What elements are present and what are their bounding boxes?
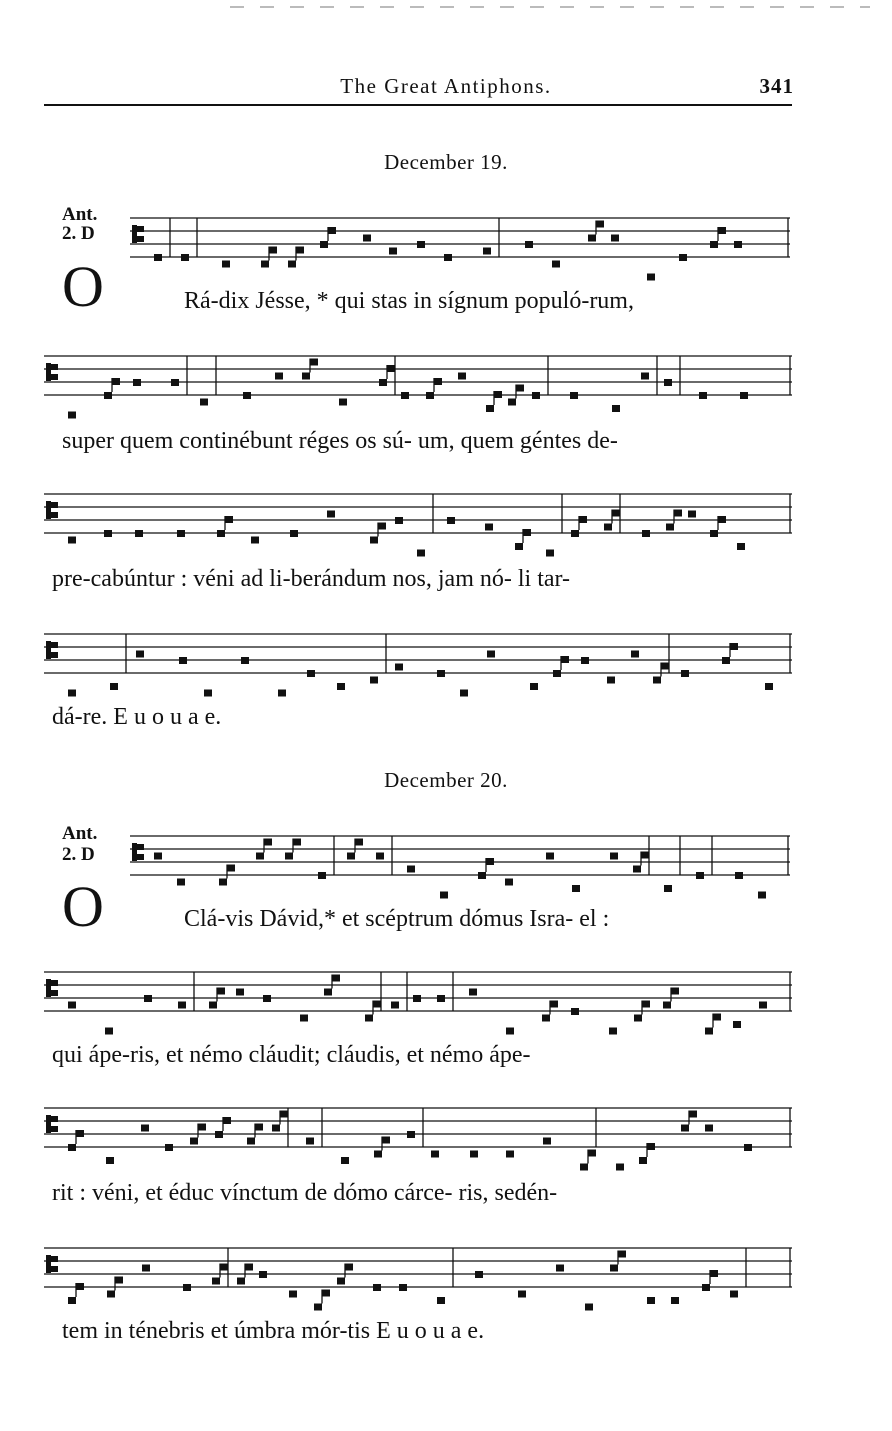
neume	[506, 1028, 514, 1035]
neume	[460, 690, 468, 697]
neume	[236, 989, 244, 996]
antiphon-label: Ant.	[62, 204, 98, 225]
neume	[523, 529, 531, 536]
neume	[744, 1144, 752, 1151]
neume	[144, 995, 152, 1002]
neume	[68, 412, 76, 419]
c-clef	[132, 225, 137, 243]
neume	[733, 1021, 741, 1028]
chant-staff	[44, 968, 792, 1024]
neume	[272, 1125, 280, 1132]
neume	[261, 261, 269, 268]
neume	[641, 852, 649, 859]
neume	[735, 872, 743, 879]
c-clef	[46, 363, 51, 381]
neume	[296, 247, 304, 254]
neume	[696, 872, 704, 879]
lyric-line: Clá-vis Dávid,* et scéptrum dómus Isra- el :	[184, 906, 610, 932]
lyric-line: rit : véni, et éduc vínctum de dómo cárce- ris, sedén-	[52, 1180, 558, 1206]
neume	[68, 1144, 76, 1151]
neume	[165, 1144, 173, 1151]
neume	[543, 1138, 551, 1145]
neume	[302, 373, 310, 380]
neume	[611, 235, 619, 242]
neume	[508, 399, 516, 406]
neume	[68, 537, 76, 544]
neume	[485, 524, 493, 531]
neume	[227, 865, 235, 872]
neume	[407, 1131, 415, 1138]
neume	[204, 690, 212, 697]
neume	[382, 1137, 390, 1144]
neume	[681, 670, 689, 677]
neume	[639, 1157, 647, 1164]
neume	[401, 392, 409, 399]
neume	[710, 1270, 718, 1277]
c-clef	[132, 843, 137, 861]
neume	[506, 1151, 514, 1158]
antiphon-label: Ant.	[62, 823, 98, 844]
neume	[681, 1125, 689, 1132]
neume	[664, 885, 672, 892]
neume	[604, 524, 612, 531]
chant-staff	[44, 490, 792, 546]
neume	[212, 1278, 220, 1285]
neume	[219, 879, 227, 886]
neume	[674, 510, 682, 517]
neume	[237, 1278, 245, 1285]
neume	[68, 1297, 76, 1304]
neume	[702, 1284, 710, 1291]
neume	[710, 241, 718, 248]
neume	[327, 511, 335, 518]
neume	[222, 261, 230, 268]
neume	[413, 995, 421, 1002]
neume	[722, 657, 730, 664]
neume	[337, 1278, 345, 1285]
neume	[718, 516, 726, 523]
neume	[688, 511, 696, 518]
neume	[440, 892, 448, 899]
neume	[585, 1304, 593, 1311]
neume	[247, 1138, 255, 1145]
neume	[275, 373, 283, 380]
neume	[332, 975, 340, 982]
c-clef	[46, 979, 51, 997]
neume	[374, 1151, 382, 1158]
neume	[324, 989, 332, 996]
neume	[417, 550, 425, 557]
neume	[407, 866, 415, 873]
top-edge-marks	[230, 6, 870, 8]
chant-staff	[130, 214, 790, 270]
neume	[171, 379, 179, 386]
lyric-line: tem in ténebris et úmbra mór-tis E u o u a e.	[62, 1318, 485, 1344]
neume	[190, 1138, 198, 1145]
neume	[642, 1001, 650, 1008]
neume	[730, 1291, 738, 1298]
neume	[737, 543, 745, 550]
neume	[647, 1143, 655, 1150]
neume	[373, 1001, 381, 1008]
c-clef	[46, 1115, 51, 1133]
neume	[320, 241, 328, 248]
neume	[373, 1284, 381, 1291]
neume	[293, 839, 301, 846]
c-clef	[51, 1126, 58, 1132]
neume	[256, 853, 264, 860]
neume	[431, 1151, 439, 1158]
neume	[588, 235, 596, 242]
neume	[530, 683, 538, 690]
neume	[365, 1015, 373, 1022]
neume	[217, 530, 225, 537]
neume	[300, 1015, 308, 1022]
neume	[307, 670, 315, 677]
c-clef	[51, 374, 58, 380]
neume	[200, 399, 208, 406]
neume	[758, 892, 766, 899]
neume	[245, 1264, 253, 1271]
c-clef	[51, 642, 58, 648]
neume	[546, 550, 554, 557]
neume	[391, 1002, 399, 1009]
neume	[610, 1265, 618, 1272]
neume	[220, 1264, 228, 1271]
neume	[572, 885, 580, 892]
neume	[532, 392, 540, 399]
neume	[68, 1002, 76, 1009]
neume	[518, 1291, 526, 1298]
neume	[318, 872, 326, 879]
neume	[561, 656, 569, 663]
neume	[225, 516, 233, 523]
neume	[612, 405, 620, 412]
neume	[341, 1157, 349, 1164]
neume	[581, 657, 589, 664]
c-clef	[137, 844, 144, 850]
neume	[740, 392, 748, 399]
neume	[154, 853, 162, 860]
neume	[542, 1015, 550, 1022]
neume	[642, 530, 650, 537]
c-clef	[137, 854, 144, 860]
neume	[68, 690, 76, 697]
neume	[355, 839, 363, 846]
neume	[417, 241, 425, 248]
neume	[734, 241, 742, 248]
header-rule	[44, 104, 792, 106]
neume	[580, 1164, 588, 1171]
lyric-line: pre-cabúntur : véni ad li-berándum nos, jam nó- li tar-	[52, 566, 571, 592]
neume	[437, 995, 445, 1002]
neume	[609, 1028, 617, 1035]
mode-label: 2. D	[62, 223, 95, 244]
neume	[470, 1151, 478, 1158]
neume	[112, 378, 120, 385]
neume	[314, 1304, 322, 1311]
neume	[525, 241, 533, 248]
page-number: 341	[759, 74, 794, 98]
neume	[571, 530, 579, 537]
neume	[653, 677, 661, 684]
neume	[570, 392, 578, 399]
neume	[115, 1277, 123, 1284]
neume	[550, 1001, 558, 1008]
neume	[290, 530, 298, 537]
neume	[379, 379, 387, 386]
neume	[515, 543, 523, 550]
neume	[634, 1015, 642, 1022]
neume	[104, 530, 112, 537]
c-clef	[137, 226, 144, 232]
neume	[437, 1297, 445, 1304]
neume	[136, 651, 144, 658]
neume	[181, 254, 189, 261]
neume	[135, 530, 143, 537]
neume	[689, 1111, 697, 1118]
chant-staff	[44, 630, 792, 680]
neume	[179, 657, 187, 664]
neume	[339, 399, 347, 406]
c-clef	[51, 652, 58, 658]
neume	[671, 1297, 679, 1304]
neume	[705, 1028, 713, 1035]
c-clef	[51, 1256, 58, 1262]
neume	[76, 1283, 84, 1290]
mode-label: 2. D	[62, 844, 95, 865]
neume	[269, 247, 277, 254]
neume	[710, 530, 718, 537]
neume	[610, 853, 618, 860]
neume	[328, 227, 336, 234]
neume	[663, 1002, 671, 1009]
neume	[447, 517, 455, 524]
neume	[516, 385, 524, 392]
neume	[661, 663, 669, 670]
chant-staff	[44, 352, 792, 408]
lyric-line: dá-re. E u o u a e.	[52, 704, 222, 730]
running-title: The Great Antiphons.	[340, 74, 552, 98]
neume	[263, 995, 271, 1002]
neume	[437, 670, 445, 677]
neume	[713, 1014, 721, 1021]
neume	[759, 1002, 767, 1009]
neume	[556, 1265, 564, 1272]
neume	[434, 378, 442, 385]
neume	[104, 392, 112, 399]
neume	[633, 866, 641, 873]
neume	[177, 879, 185, 886]
neume	[666, 524, 674, 531]
neume	[106, 1157, 114, 1164]
neume	[251, 537, 259, 544]
neume	[705, 1125, 713, 1132]
neume	[426, 392, 434, 399]
neume	[259, 1271, 267, 1278]
lyric-line: super quem continébunt réges os sú- um, quem géntes de-	[62, 428, 618, 454]
neume	[376, 853, 384, 860]
neume	[370, 537, 378, 544]
c-clef	[51, 990, 58, 996]
neume	[458, 373, 466, 380]
neume	[278, 690, 286, 697]
neume	[310, 359, 318, 366]
initial-letter: O	[62, 874, 104, 939]
neume	[154, 254, 162, 261]
neume	[198, 1124, 206, 1131]
neume	[178, 1002, 186, 1009]
neume	[399, 1284, 407, 1291]
neume	[141, 1125, 149, 1132]
neume	[579, 516, 587, 523]
neume	[647, 1297, 655, 1304]
neume	[699, 392, 707, 399]
neume	[322, 1290, 330, 1297]
neume	[616, 1164, 624, 1171]
neume	[289, 1291, 297, 1298]
neume	[612, 510, 620, 517]
neume	[363, 235, 371, 242]
neume	[223, 1117, 231, 1124]
neume	[306, 1138, 314, 1145]
neume	[487, 651, 495, 658]
neume	[494, 391, 502, 398]
c-clef	[137, 236, 144, 242]
neume	[618, 1251, 626, 1258]
neume	[217, 988, 225, 995]
neume	[664, 379, 672, 386]
neume	[546, 853, 554, 860]
neume	[285, 853, 293, 860]
neume	[209, 1002, 217, 1009]
c-clef	[51, 502, 58, 508]
neume	[241, 657, 249, 664]
lyric-line: Rá-dix Jésse, * qui stas in sígnum populó-rum,	[184, 288, 634, 314]
neume	[486, 405, 494, 412]
neume	[389, 248, 397, 255]
neume	[337, 683, 345, 690]
c-clef	[46, 641, 51, 659]
c-clef	[51, 512, 58, 518]
neume	[607, 677, 615, 684]
neume	[183, 1284, 191, 1291]
neume	[142, 1265, 150, 1272]
neume	[483, 248, 491, 255]
neume	[347, 853, 355, 860]
neume	[647, 274, 655, 281]
neume	[110, 683, 118, 690]
neume	[76, 1130, 84, 1137]
neume	[255, 1124, 263, 1131]
neume	[553, 670, 561, 677]
chant-staff	[44, 1244, 792, 1300]
chant-staff	[130, 832, 790, 888]
initial-letter: O	[62, 254, 104, 319]
neume	[469, 989, 477, 996]
neume	[105, 1028, 113, 1035]
neume	[444, 254, 452, 261]
neume	[177, 530, 185, 537]
neume	[395, 664, 403, 671]
neume	[243, 392, 251, 399]
neume	[571, 1008, 579, 1015]
neume	[671, 988, 679, 995]
neume	[588, 1150, 596, 1157]
c-clef	[51, 980, 58, 986]
neume	[345, 1264, 353, 1271]
neume	[596, 221, 604, 228]
neume	[505, 879, 513, 886]
neume	[264, 839, 272, 846]
c-clef	[51, 1116, 58, 1122]
neume	[552, 261, 560, 268]
neume	[765, 683, 773, 690]
neume	[631, 651, 639, 658]
c-clef	[46, 501, 51, 519]
chant-staff	[44, 1104, 792, 1160]
neume	[730, 643, 738, 650]
neume	[718, 227, 726, 234]
neume	[641, 373, 649, 380]
neume	[280, 1111, 288, 1118]
neume	[378, 523, 386, 530]
neume	[107, 1291, 115, 1298]
neume	[215, 1131, 223, 1138]
c-clef	[46, 1255, 51, 1273]
neume	[370, 677, 378, 684]
neume	[395, 517, 403, 524]
neume	[475, 1271, 483, 1278]
neume	[387, 365, 395, 372]
neume	[486, 858, 494, 865]
section-date: December 19.	[384, 150, 508, 174]
lyric-line: qui ápe-ris, et némo cláudit; cláudis, et némo ápe-	[52, 1042, 531, 1068]
c-clef	[51, 1266, 58, 1272]
section-date: December 20.	[384, 768, 508, 792]
c-clef	[51, 364, 58, 370]
neume	[679, 254, 687, 261]
neume	[133, 379, 141, 386]
neume	[288, 261, 296, 268]
neume	[478, 872, 486, 879]
